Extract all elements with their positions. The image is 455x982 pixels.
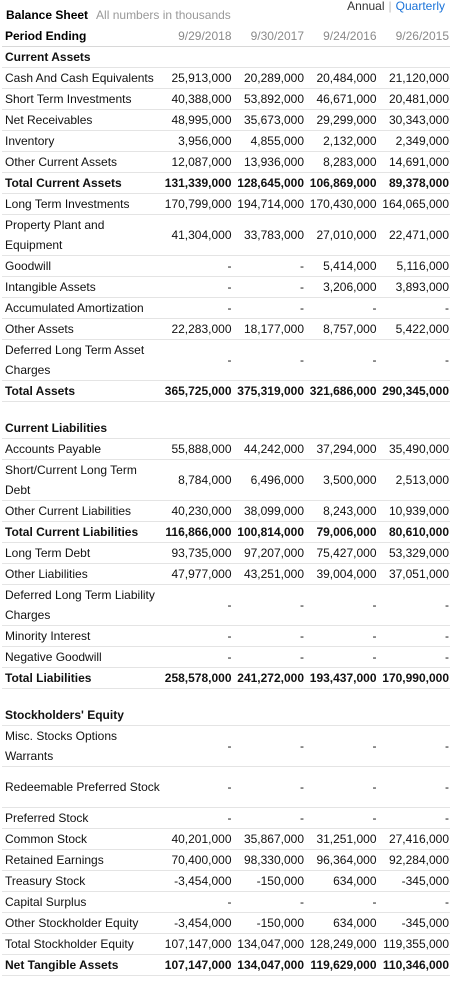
- value-cell: 365,725,000: [160, 381, 233, 402]
- row-label: Total Current Liabilities: [2, 522, 160, 543]
- value-cell: -: [160, 726, 233, 767]
- value-cell: -: [233, 585, 306, 626]
- value-cell: 131,339,000: [160, 173, 233, 194]
- table-row: [2, 871, 450, 892]
- value-cell: 110,346,000: [378, 955, 451, 976]
- value-cell: 5,422,000: [378, 319, 451, 340]
- value-cell: 2,513,000: [378, 460, 451, 501]
- value-cell: 3,206,000: [305, 277, 378, 298]
- row-label: Other Assets: [2, 319, 160, 340]
- value-cell: 170,799,000: [160, 194, 233, 215]
- value-cell: 97,207,000: [233, 543, 306, 564]
- period-header: 9/29/2018: [160, 26, 233, 47]
- value-cell: 39,004,000: [305, 564, 378, 585]
- value-cell: -: [160, 892, 233, 913]
- units-note: All numbers in thousands: [96, 8, 231, 22]
- value-cell: 92,284,000: [378, 850, 451, 871]
- value-cell: 3,956,000: [160, 131, 233, 152]
- value-cell: 80,610,000: [378, 522, 451, 543]
- period-header: 9/30/2017: [233, 26, 306, 47]
- row-label: Net Tangible Assets: [2, 955, 160, 976]
- value-cell: 194,714,000: [233, 194, 306, 215]
- value-cell: 89,378,000: [378, 173, 451, 194]
- value-cell: -: [378, 298, 451, 319]
- row-label: Other Liabilities: [2, 564, 160, 585]
- table-row: [2, 460, 450, 501]
- value-cell: 8,757,000: [305, 319, 378, 340]
- value-cell: 4,855,000: [233, 131, 306, 152]
- value-cell: 40,230,000: [160, 501, 233, 522]
- value-cell: 31,251,000: [305, 829, 378, 850]
- row-label: Capital Surplus: [2, 892, 160, 913]
- value-cell: 79,006,000: [305, 522, 378, 543]
- value-cell: -: [233, 892, 306, 913]
- value-cell: -: [233, 298, 306, 319]
- row-label: Common Stock: [2, 829, 160, 850]
- value-cell: -: [378, 892, 451, 913]
- value-cell: -: [160, 626, 233, 647]
- value-cell: 43,251,000: [233, 564, 306, 585]
- value-cell: -: [305, 626, 378, 647]
- row-label: Long Term Investments: [2, 194, 160, 215]
- value-cell: 35,673,000: [233, 110, 306, 131]
- period-header: 9/26/2015: [378, 26, 451, 47]
- balance-sheet-table: [2, 26, 450, 976]
- value-cell: -: [233, 626, 306, 647]
- value-cell: -: [233, 256, 306, 277]
- value-cell: 29,299,000: [305, 110, 378, 131]
- value-cell: 40,201,000: [160, 829, 233, 850]
- value-cell: 3,500,000: [305, 460, 378, 501]
- value-cell: 10,939,000: [378, 501, 451, 522]
- value-cell: 40,388,000: [160, 89, 233, 110]
- value-cell: 33,783,000: [233, 215, 306, 256]
- value-cell: 75,427,000: [305, 543, 378, 564]
- value-cell: 6,496,000: [233, 460, 306, 501]
- value-cell: -: [378, 767, 451, 808]
- page-title: Balance Sheet: [6, 8, 89, 22]
- table-row: [2, 277, 450, 298]
- row-label: Net Receivables: [2, 110, 160, 131]
- value-cell: 30,343,000: [378, 110, 451, 131]
- section-title: Current Assets: [2, 47, 450, 68]
- value-cell: 27,010,000: [305, 215, 378, 256]
- row-label: Inventory: [2, 131, 160, 152]
- value-cell: 53,892,000: [233, 89, 306, 110]
- row-label: Short Term Investments: [2, 89, 160, 110]
- value-cell: -: [160, 585, 233, 626]
- row-label: Other Current Assets: [2, 152, 160, 173]
- section-header-row: [2, 689, 450, 726]
- value-cell: 375,319,000: [233, 381, 306, 402]
- value-cell: 70,400,000: [160, 850, 233, 871]
- total-row: [2, 668, 450, 689]
- value-cell: 37,051,000: [378, 564, 451, 585]
- value-cell: 107,147,000: [160, 934, 233, 955]
- value-cell: 22,471,000: [378, 215, 451, 256]
- value-cell: 37,294,000: [305, 439, 378, 460]
- row-label: Accounts Payable: [2, 439, 160, 460]
- value-cell: 98,330,000: [233, 850, 306, 871]
- row-label: Treasury Stock: [2, 871, 160, 892]
- value-cell: -: [233, 808, 306, 829]
- total-row: [2, 173, 450, 194]
- row-label: Intangible Assets: [2, 277, 160, 298]
- value-cell: -: [160, 647, 233, 668]
- value-cell: 48,995,000: [160, 110, 233, 131]
- value-cell: 22,283,000: [160, 319, 233, 340]
- value-cell: 119,355,000: [378, 934, 451, 955]
- row-label: Goodwill: [2, 256, 160, 277]
- value-cell: -: [305, 585, 378, 626]
- table-row: [2, 647, 450, 668]
- table-row: [2, 850, 450, 871]
- table-row: [2, 439, 450, 460]
- value-cell: -: [305, 808, 378, 829]
- row-label: Deferred Long Term Liability Charges: [2, 585, 160, 626]
- value-cell: 14,691,000: [378, 152, 451, 173]
- value-cell: 107,147,000: [160, 955, 233, 976]
- value-cell: 134,047,000: [233, 955, 306, 976]
- value-cell: 241,272,000: [233, 668, 306, 689]
- section-header-row: [2, 402, 450, 439]
- value-cell: 128,249,000: [305, 934, 378, 955]
- row-label: Negative Goodwill: [2, 647, 160, 668]
- row-label: Preferred Stock: [2, 808, 160, 829]
- value-cell: 12,087,000: [160, 152, 233, 173]
- period-ending-label: Period Ending: [2, 26, 160, 47]
- value-cell: 170,430,000: [305, 194, 378, 215]
- balance-sheet-body: [2, 26, 450, 976]
- table-row: [2, 626, 450, 647]
- value-cell: 193,437,000: [305, 668, 378, 689]
- value-cell: 2,349,000: [378, 131, 451, 152]
- value-cell: -: [160, 340, 233, 381]
- table-row: [2, 319, 450, 340]
- value-cell: 134,047,000: [233, 934, 306, 955]
- value-cell: 35,867,000: [233, 829, 306, 850]
- value-cell: 46,671,000: [305, 89, 378, 110]
- row-label: Total Current Assets: [2, 173, 160, 194]
- value-cell: 8,283,000: [305, 152, 378, 173]
- value-cell: 93,735,000: [160, 543, 233, 564]
- value-cell: -150,000: [233, 871, 306, 892]
- title-line: [6, 6, 231, 24]
- value-cell: -345,000: [378, 913, 451, 934]
- table-row: [2, 585, 450, 626]
- value-cell: -150,000: [233, 913, 306, 934]
- row-label: Redeemable Preferred Stock: [2, 767, 160, 808]
- value-cell: -: [160, 277, 233, 298]
- value-cell: -: [305, 892, 378, 913]
- table-row: [2, 152, 450, 173]
- value-cell: 5,414,000: [305, 256, 378, 277]
- section-title: Current Liabilities: [2, 402, 450, 439]
- value-cell: 47,977,000: [160, 564, 233, 585]
- table-row: [2, 564, 450, 585]
- row-label: Other Current Liabilities: [2, 501, 160, 522]
- table-row: [2, 808, 450, 829]
- row-label: Minority Interest: [2, 626, 160, 647]
- value-cell: -: [233, 726, 306, 767]
- value-cell: 634,000: [305, 913, 378, 934]
- row-label: Long Term Debt: [2, 543, 160, 564]
- value-cell: 20,484,000: [305, 68, 378, 89]
- value-cell: 290,345,000: [378, 381, 451, 402]
- table-row: [2, 892, 450, 913]
- value-cell: -: [378, 726, 451, 767]
- value-cell: -: [305, 767, 378, 808]
- value-cell: 170,990,000: [378, 668, 451, 689]
- value-cell: 38,099,000: [233, 501, 306, 522]
- value-cell: 35,490,000: [378, 439, 451, 460]
- value-cell: 41,304,000: [160, 215, 233, 256]
- value-cell: 25,913,000: [160, 68, 233, 89]
- row-label: Other Stockholder Equity: [2, 913, 160, 934]
- value-cell: -: [233, 647, 306, 668]
- value-cell: 164,065,000: [378, 194, 451, 215]
- value-cell: -: [160, 767, 233, 808]
- value-cell: 27,416,000: [378, 829, 451, 850]
- table-row: [2, 68, 450, 89]
- value-cell: 8,784,000: [160, 460, 233, 501]
- table-row: [2, 110, 450, 131]
- table-row: [2, 934, 450, 955]
- value-cell: 634,000: [305, 871, 378, 892]
- table-row: [2, 767, 450, 808]
- value-cell: -345,000: [378, 871, 451, 892]
- table-row: [2, 726, 450, 767]
- value-cell: 18,177,000: [233, 319, 306, 340]
- value-cell: 258,578,000: [160, 668, 233, 689]
- table-row: [2, 913, 450, 934]
- toggle-divider: |: [388, 0, 392, 13]
- value-cell: 13,936,000: [233, 152, 306, 173]
- value-cell: -: [305, 647, 378, 668]
- value-cell: 20,289,000: [233, 68, 306, 89]
- value-cell: -: [378, 647, 451, 668]
- value-cell: 106,869,000: [305, 173, 378, 194]
- value-cell: -: [378, 340, 451, 381]
- value-cell: 119,629,000: [305, 955, 378, 976]
- value-cell: -: [305, 340, 378, 381]
- value-cell: -3,454,000: [160, 871, 233, 892]
- total-row: [2, 522, 450, 543]
- annual-toggle[interactable]: Annual: [347, 0, 385, 13]
- value-cell: 5,116,000: [378, 256, 451, 277]
- table-row: [2, 501, 450, 522]
- period-toggle: [347, 0, 445, 14]
- value-cell: 2,132,000: [305, 131, 378, 152]
- row-label: Misc. Stocks Options Warrants: [2, 726, 160, 767]
- table-row: [2, 256, 450, 277]
- section-title: Stockholders' Equity: [2, 689, 450, 726]
- value-cell: -: [378, 585, 451, 626]
- value-cell: 321,686,000: [305, 381, 378, 402]
- value-cell: -3,454,000: [160, 913, 233, 934]
- row-label: Property Plant and Equipment: [2, 215, 160, 256]
- table-row: [2, 131, 450, 152]
- table-row: [2, 194, 450, 215]
- table-row: [2, 829, 450, 850]
- table-row: [2, 543, 450, 564]
- value-cell: 20,481,000: [378, 89, 451, 110]
- value-cell: 96,364,000: [305, 850, 378, 871]
- value-cell: 128,645,000: [233, 173, 306, 194]
- value-cell: 55,888,000: [160, 439, 233, 460]
- value-cell: -: [233, 277, 306, 298]
- row-label: Accumulated Amortization: [2, 298, 160, 319]
- value-cell: 8,243,000: [305, 501, 378, 522]
- section-header-row: [2, 47, 450, 68]
- value-cell: -: [305, 726, 378, 767]
- value-cell: 100,814,000: [233, 522, 306, 543]
- total-row: [2, 381, 450, 402]
- row-label: Total Assets: [2, 381, 160, 402]
- row-label: Cash And Cash Equivalents: [2, 68, 160, 89]
- value-cell: -: [378, 808, 451, 829]
- row-label: Total Stockholder Equity: [2, 934, 160, 955]
- value-cell: -: [160, 808, 233, 829]
- value-cell: -: [305, 298, 378, 319]
- value-cell: 21,120,000: [378, 68, 451, 89]
- value-cell: -: [160, 256, 233, 277]
- period-header: 9/24/2016: [305, 26, 378, 47]
- period-header-row: [2, 26, 450, 47]
- total-row: [2, 955, 450, 976]
- value-cell: -: [160, 298, 233, 319]
- row-label: Deferred Long Term Asset Charges: [2, 340, 160, 381]
- value-cell: 53,329,000: [378, 543, 451, 564]
- value-cell: -: [233, 767, 306, 808]
- quarterly-toggle[interactable]: Quarterly: [395, 0, 445, 13]
- value-cell: 3,893,000: [378, 277, 451, 298]
- value-cell: -: [233, 340, 306, 381]
- row-label: Short/Current Long Term Debt: [2, 460, 160, 501]
- value-cell: 44,242,000: [233, 439, 306, 460]
- row-label: Retained Earnings: [2, 850, 160, 871]
- table-row: [2, 215, 450, 256]
- value-cell: 116,866,000: [160, 522, 233, 543]
- row-label: Total Liabilities: [2, 668, 160, 689]
- value-cell: -: [378, 626, 451, 647]
- table-row: [2, 298, 450, 319]
- table-row: [2, 340, 450, 381]
- table-row: [2, 89, 450, 110]
